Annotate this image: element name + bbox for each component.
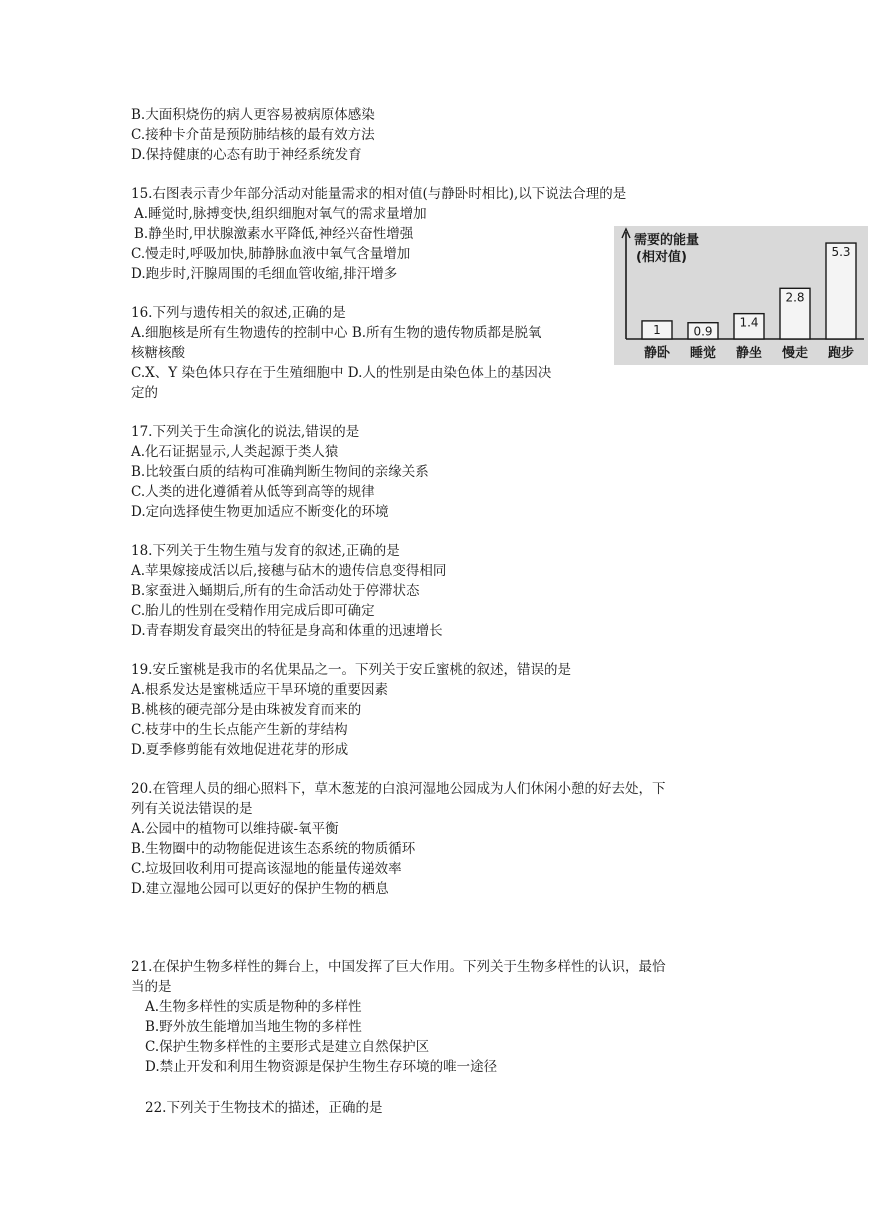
energy-bar-chart-svg xyxy=(614,226,868,365)
q15-option-b: B.静坐时,甲状腺激素水平降低,神经兴奋性增强 xyxy=(134,226,414,242)
q17-option-c: C.人类的进化遵循着从低等到高等的规律 xyxy=(131,484,375,500)
q18-stem: 18.下列关于生物生殖与发育的叙述,正确的是 xyxy=(131,543,400,559)
q20-option-d: D.建立湿地公园可以更好的保护生物的栖息 xyxy=(131,881,389,897)
q15-option-d: D.跑步时,汗腺周围的毛细血管收缩,排汗增多 xyxy=(131,266,398,282)
q20-option-a: A.公园中的植物可以维持碳-氧平衡 xyxy=(131,821,339,837)
q17-option-a: A.化石证据显示,人类起源于类人猿 xyxy=(131,444,339,460)
q14-option-c: C.接种卡介苗是预防肺结核的最有效方法 xyxy=(131,127,375,143)
q18-option-d: D.青春期发育最突出的特征是身高和体重的迅速增长 xyxy=(131,623,443,639)
q19-option-c: C.枝芽中的生长点能产生新的芽结构 xyxy=(131,722,348,738)
q16-line-3: C.X、Y 染色体只存在于生殖细胞中 D.人的性别是由染色体上的基因决 xyxy=(131,365,552,381)
q18-option-c: C.胎儿的性别在受精作用完成后即可确定 xyxy=(131,603,375,619)
y-axis-label-line-1: 需要的能量 xyxy=(634,233,700,248)
bar-value-label: 5.3 xyxy=(831,245,851,260)
q18-option-a: A.苹果嫁接成活以后,接穗与砧木的遗传信息变得相同 xyxy=(131,563,447,579)
q21-stem-line-1: 21.在保护生物多样性的舞台上，中国发挥了巨大作用。下列关于生物多样性的认识，最恰 xyxy=(131,959,666,975)
q22-stem: 22.下列关于生物技术的描述，正确的是 xyxy=(145,1100,383,1116)
bar-value-label: 2.8 xyxy=(785,290,805,305)
q20-option-c: C.垃圾回收利用可提高该湿地的能量传递效率 xyxy=(131,861,402,877)
category-label: 静卧 xyxy=(643,346,671,361)
energy-bar-chart xyxy=(614,226,868,365)
q17-stem: 17.下列关于生命演化的说法,错误的是 xyxy=(131,424,360,440)
category-label: 慢走 xyxy=(781,346,809,361)
q16-line-4: 定的 xyxy=(131,385,158,401)
q19-option-b: B.桃核的硬壳部分是由珠被发育而来的 xyxy=(131,702,362,718)
q15-option-a: A.睡觉时,脉搏变快,组织细胞对氧气的需求量增加 xyxy=(134,206,427,222)
q21-option-b: B.野外放生能增加当地生物的多样性 xyxy=(145,1019,362,1035)
q20-stem-line-2: 列有关说法错误的是 xyxy=(131,801,253,817)
q16-line-2: 核糖核酸 xyxy=(131,345,185,361)
q16-stem: 16.下列与遗传相关的叙述,正确的是 xyxy=(131,305,346,321)
y-axis-label-line-2: (相对值) xyxy=(636,250,687,265)
category-label: 静坐 xyxy=(735,346,763,361)
category-label: 睡觉 xyxy=(689,346,717,361)
q20-option-b: B.生物圈中的动物能促进该生态系统的物质循环 xyxy=(131,841,416,857)
q21-option-c: C.保护生物多样性的主要形式是建立自然保护区 xyxy=(145,1039,430,1055)
q18-option-b: B.家蚕进入蛹期后,所有的生命活动处于停滞状态 xyxy=(131,583,420,599)
bar-value-label: 1.4 xyxy=(739,315,759,330)
q21-stem-line-2: 当的是 xyxy=(131,979,172,995)
q17-option-d: D.定向选择使生物更加适应不断变化的环境 xyxy=(131,504,389,520)
q19-option-a: A.根系发达是蜜桃适应干旱环境的重要因素 xyxy=(131,682,389,698)
q19-option-d: D.夏季修剪能有效地促进花芽的形成 xyxy=(131,742,349,758)
q19-stem: 19.安丘蜜桃是我市的名优果品之一。下列关于安丘蜜桃的叙述，错误的是 xyxy=(131,662,571,678)
q16-line-1: A.细胞核是所有生物遗传的控制中心 B.所有生物的遗传物质都是脱氧 xyxy=(131,325,542,341)
bar-value-label: 0.9 xyxy=(693,324,713,339)
q15-option-c: C.慢走时,呼吸加快,肺静脉血液中氧气含量增加 xyxy=(131,246,411,262)
q17-option-b: B.比较蛋白质的结构可准确判断生物间的亲缘关系 xyxy=(131,464,429,480)
q14-option-b: B.大面积烧伤的病人更容易被病原体感染 xyxy=(131,107,375,123)
q14-option-d: D.保持健康的心态有助于神经系统发育 xyxy=(131,147,362,163)
category-label: 跑步 xyxy=(827,346,855,361)
q21-option-a: A.生物多样性的实质是物种的多样性 xyxy=(145,999,362,1015)
q21-option-d: D.禁止开发和利用生物资源是保护生物生存环境的唯一途径 xyxy=(145,1059,498,1075)
q20-stem-line-1: 20.在管理人员的细心照料下，草木葱茏的白浪河湿地公园成为人们休闲小憩的好去处，下 xyxy=(131,781,666,797)
q15-stem: 15.右图表示青少年部分活动对能量需求的相对值(与静卧时相比),以下说法合理的是 xyxy=(131,186,627,202)
bar-value-label: 1 xyxy=(653,322,661,337)
